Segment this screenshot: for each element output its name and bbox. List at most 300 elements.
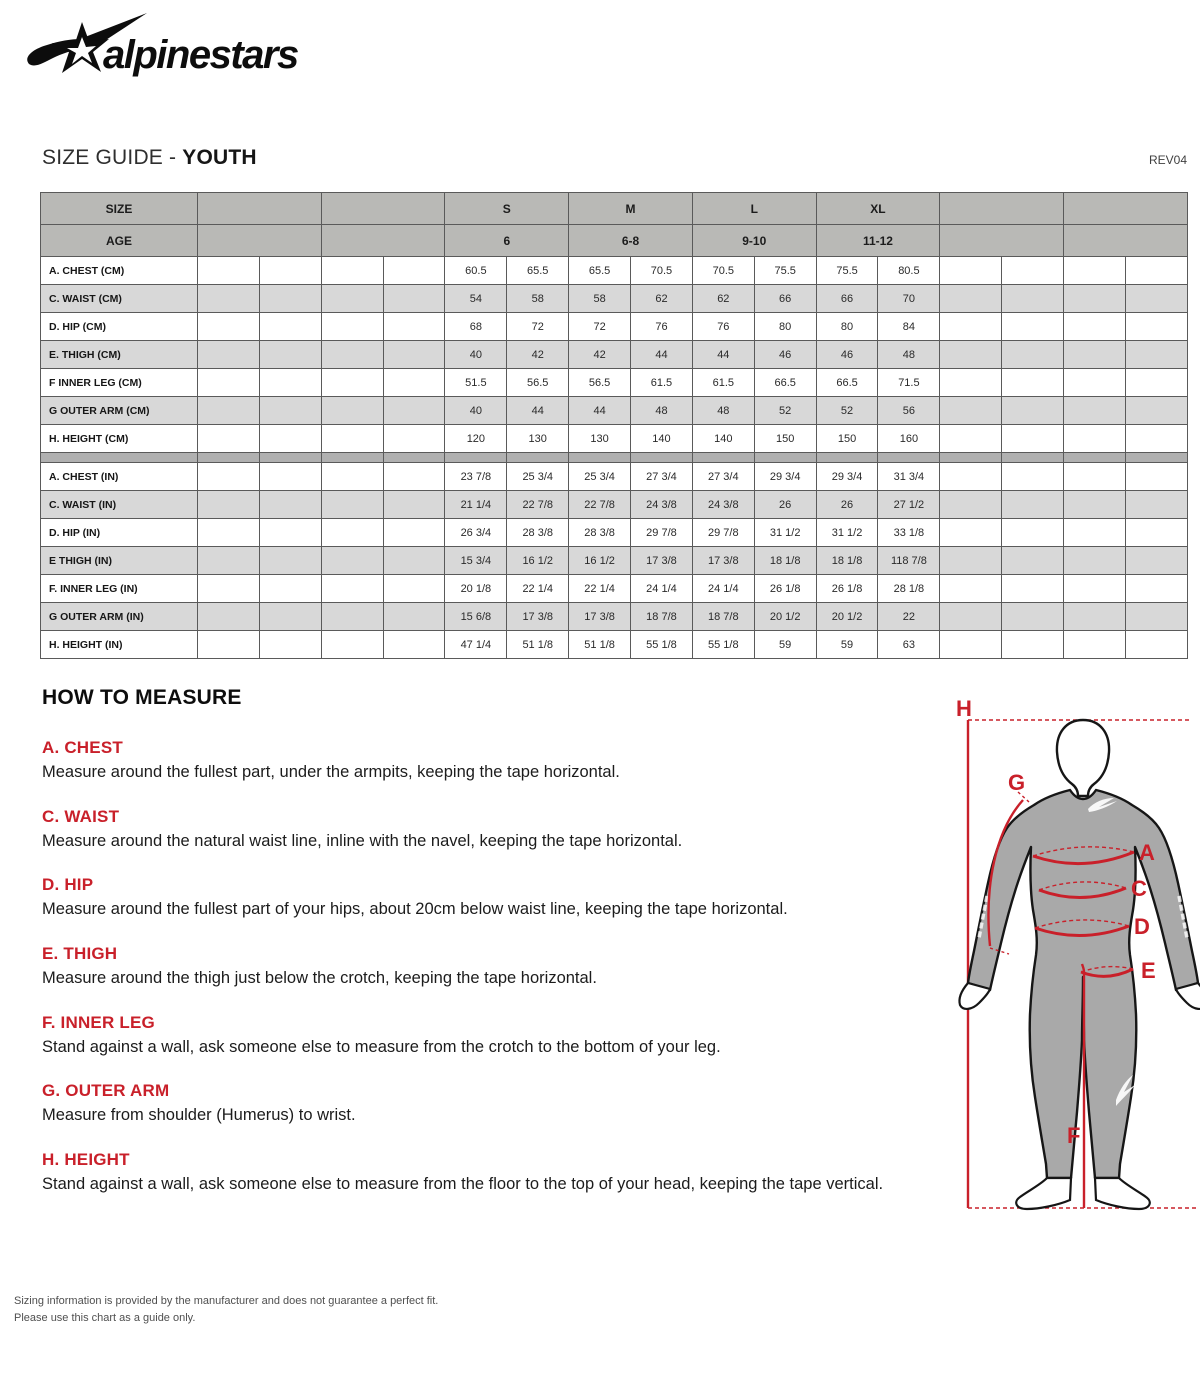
value-cell — [1064, 425, 1126, 453]
value-cell — [383, 547, 445, 575]
value-cell: 118 7/8 — [878, 547, 940, 575]
value-cell: 62 — [692, 285, 754, 313]
value-cell: 150 — [754, 425, 816, 453]
figure-label-inner-leg: F — [1067, 1123, 1081, 1148]
value-cell — [1064, 603, 1126, 631]
value-cell — [940, 547, 1002, 575]
table-row — [41, 575, 1188, 603]
value-cell — [754, 453, 816, 463]
measure-section — [42, 738, 922, 783]
value-cell — [940, 575, 1002, 603]
value-cell — [321, 463, 383, 491]
value-cell: 22 1/4 — [569, 575, 631, 603]
value-cell: 61.5 — [692, 369, 754, 397]
value-cell — [1002, 453, 1064, 463]
value-cell — [1064, 519, 1126, 547]
value-cell: 65.5 — [507, 257, 569, 285]
value-cell: 72 — [507, 313, 569, 341]
value-cell — [259, 453, 321, 463]
value-cell — [198, 369, 260, 397]
value-cell — [383, 491, 445, 519]
value-cell — [1125, 575, 1187, 603]
value-cell: 58 — [507, 285, 569, 313]
value-cell — [1064, 225, 1188, 257]
measure-section-label: F. INNER LEG — [42, 1012, 155, 1032]
how-to-measure-list — [42, 738, 922, 1194]
value-cell: 48 — [878, 341, 940, 369]
figure-label-hip: D — [1134, 914, 1150, 939]
value-cell: 48 — [692, 397, 754, 425]
row-label-cell: H. HEIGHT (IN) — [41, 631, 198, 659]
value-cell — [569, 453, 631, 463]
value-cell — [1125, 425, 1187, 453]
value-cell — [1125, 603, 1187, 631]
value-cell — [692, 453, 754, 463]
value-cell: 75.5 — [816, 257, 878, 285]
measure-section-text: Measure from shoulder (Humerus) to wrist. — [42, 1106, 356, 1125]
value-cell — [383, 397, 445, 425]
figure-right-hand — [1176, 983, 1200, 1009]
value-cell: 29 7/8 — [692, 519, 754, 547]
value-cell — [321, 285, 383, 313]
value-cell — [1125, 341, 1187, 369]
value-cell — [1064, 631, 1126, 659]
value-cell: 22 1/4 — [507, 575, 569, 603]
value-cell: 6-8 — [569, 225, 693, 257]
value-cell — [940, 397, 1002, 425]
value-cell: 42 — [569, 341, 631, 369]
disclaimer-line-2: Please use this chart as a guide only. — [14, 1312, 196, 1325]
value-cell: 42 — [507, 341, 569, 369]
table-row — [41, 285, 1188, 313]
value-cell — [1064, 341, 1126, 369]
value-cell — [198, 257, 260, 285]
value-cell — [321, 603, 383, 631]
value-cell — [259, 341, 321, 369]
value-cell — [321, 313, 383, 341]
value-cell: 18 7/8 — [631, 603, 693, 631]
value-cell: 65.5 — [569, 257, 631, 285]
table-row — [41, 341, 1188, 369]
measure-section-label: G. OUTER ARM — [42, 1081, 170, 1101]
measure-section-text: Stand against a wall, ask someone else to measure from the crotch to the bottom of your leg. — [42, 1037, 721, 1056]
value-cell: 52 — [754, 397, 816, 425]
row-label-cell: C. WAIST (CM) — [41, 285, 198, 313]
value-cell — [940, 631, 1002, 659]
value-cell — [631, 453, 693, 463]
value-cell: 28 3/8 — [569, 519, 631, 547]
value-cell — [198, 519, 260, 547]
value-cell: 31 3/4 — [878, 463, 940, 491]
value-cell: 25 3/4 — [507, 463, 569, 491]
size-table — [40, 192, 1188, 659]
value-cell — [321, 225, 445, 257]
table-row — [41, 397, 1188, 425]
value-cell: 140 — [692, 425, 754, 453]
value-cell — [1064, 313, 1126, 341]
value-cell — [198, 425, 260, 453]
value-cell: 66.5 — [816, 369, 878, 397]
table-row — [41, 547, 1188, 575]
figure-label-thigh: E — [1141, 958, 1156, 983]
figure-label-height: H — [956, 696, 972, 721]
value-cell: 70.5 — [631, 257, 693, 285]
value-cell — [383, 341, 445, 369]
measure-section-text: Stand against a wall, ask someone else to measure from the floor to the top of your head, keeping the tape vertical. — [42, 1174, 884, 1193]
value-cell — [1064, 257, 1126, 285]
value-cell — [383, 519, 445, 547]
value-cell — [1002, 425, 1064, 453]
value-cell: 44 — [569, 397, 631, 425]
value-cell — [940, 369, 1002, 397]
value-cell: 28 3/8 — [507, 519, 569, 547]
value-cell — [383, 575, 445, 603]
table-row — [41, 631, 1188, 659]
value-cell — [259, 257, 321, 285]
value-cell: S — [445, 193, 569, 225]
value-cell — [940, 193, 1064, 225]
value-cell — [321, 341, 383, 369]
value-cell — [383, 369, 445, 397]
value-cell — [321, 397, 383, 425]
value-cell: 70.5 — [692, 257, 754, 285]
value-cell — [259, 313, 321, 341]
age-header-row — [41, 225, 1188, 257]
value-cell — [1064, 193, 1188, 225]
value-cell — [1002, 491, 1064, 519]
measure-section-text: Measure around the fullest part, under the armpits, keeping the tape horizontal. — [42, 763, 620, 781]
value-cell: 130 — [507, 425, 569, 453]
value-cell — [1002, 369, 1064, 397]
value-cell — [198, 603, 260, 631]
how-to-measure-title: HOW TO MEASURE — [42, 686, 242, 709]
value-cell — [1002, 575, 1064, 603]
row-label-cell: AGE — [41, 225, 198, 257]
value-cell: 56 — [878, 397, 940, 425]
value-cell — [1125, 491, 1187, 519]
value-cell — [198, 463, 260, 491]
value-cell — [321, 425, 383, 453]
value-cell — [1002, 313, 1064, 341]
value-cell: 80 — [816, 313, 878, 341]
value-cell: 16 1/2 — [507, 547, 569, 575]
figure-left-foot — [1016, 1178, 1071, 1209]
value-cell — [198, 453, 260, 463]
value-cell: 84 — [878, 313, 940, 341]
value-cell — [259, 631, 321, 659]
value-cell: 23 7/8 — [445, 463, 507, 491]
value-cell: 26 1/8 — [754, 575, 816, 603]
value-cell — [1125, 631, 1187, 659]
value-cell: 33 1/8 — [878, 519, 940, 547]
value-cell — [198, 193, 322, 225]
value-cell: 55 1/8 — [692, 631, 754, 659]
row-label-cell: D. HIP (IN) — [41, 519, 198, 547]
value-cell: 26 — [754, 491, 816, 519]
value-cell — [321, 257, 383, 285]
row-label-cell: SIZE — [41, 193, 198, 225]
measure-section — [42, 807, 922, 852]
measure-section-label: C. WAIST — [42, 806, 120, 826]
value-cell: L — [692, 193, 816, 225]
value-cell — [1002, 519, 1064, 547]
value-cell: 26 — [816, 491, 878, 519]
value-cell: 46 — [816, 341, 878, 369]
value-cell — [940, 257, 1002, 285]
value-cell — [1064, 453, 1126, 463]
disclaimer — [14, 1293, 438, 1327]
value-cell: 71.5 — [878, 369, 940, 397]
value-cell: 6 — [445, 225, 569, 257]
value-cell — [259, 369, 321, 397]
value-cell — [1125, 285, 1187, 313]
logo-wordmark: alpinestars — [103, 33, 298, 77]
value-cell — [940, 463, 1002, 491]
value-cell: 59 — [816, 631, 878, 659]
value-cell — [1002, 603, 1064, 631]
value-cell: 26 3/4 — [445, 519, 507, 547]
value-cell — [1125, 313, 1187, 341]
value-cell: 26 1/8 — [816, 575, 878, 603]
row-label-cell: F. INNER LEG (IN) — [41, 575, 198, 603]
value-cell: 27 3/4 — [692, 463, 754, 491]
value-cell: 22 7/8 — [507, 491, 569, 519]
value-cell — [198, 313, 260, 341]
value-cell: 24 3/8 — [692, 491, 754, 519]
value-cell: 120 — [445, 425, 507, 453]
value-cell — [383, 631, 445, 659]
value-cell — [1002, 341, 1064, 369]
value-cell — [878, 453, 940, 463]
value-cell — [259, 463, 321, 491]
measure-section-label: D. HIP — [42, 875, 94, 895]
value-cell: 54 — [445, 285, 507, 313]
value-cell: 24 3/8 — [631, 491, 693, 519]
value-cell — [321, 193, 445, 225]
row-label-cell: A. CHEST (CM) — [41, 257, 198, 285]
value-cell: 61.5 — [631, 369, 693, 397]
value-cell — [1125, 369, 1187, 397]
value-cell — [507, 453, 569, 463]
value-cell: 28 1/8 — [878, 575, 940, 603]
value-cell: 25 3/4 — [569, 463, 631, 491]
value-cell: 9-10 — [692, 225, 816, 257]
value-cell — [940, 519, 1002, 547]
value-cell: 15 6/8 — [445, 603, 507, 631]
value-cell — [383, 313, 445, 341]
value-cell — [321, 453, 383, 463]
value-cell — [940, 453, 1002, 463]
row-label-cell: G OUTER ARM (CM) — [41, 397, 198, 425]
value-cell: 22 — [878, 603, 940, 631]
measure-section — [42, 1150, 922, 1195]
value-cell — [1002, 285, 1064, 313]
value-cell: 72 — [569, 313, 631, 341]
value-cell: 80.5 — [878, 257, 940, 285]
value-cell — [940, 491, 1002, 519]
value-cell — [1002, 463, 1064, 491]
value-cell — [383, 425, 445, 453]
value-cell: 66 — [754, 285, 816, 313]
value-cell: 31 1/2 — [816, 519, 878, 547]
table-row — [41, 313, 1188, 341]
value-cell: 52 — [816, 397, 878, 425]
value-cell: 40 — [445, 341, 507, 369]
value-cell — [321, 369, 383, 397]
value-cell: 70 — [878, 285, 940, 313]
measurement-figure — [930, 680, 1200, 1240]
value-cell — [259, 603, 321, 631]
value-cell — [321, 519, 383, 547]
table-row — [41, 491, 1188, 519]
value-cell — [259, 519, 321, 547]
measure-section-text: Measure around the fullest part of your hips, about 20cm below waist line, keeping the tape horizontal. — [42, 900, 788, 919]
value-cell: 66.5 — [754, 369, 816, 397]
value-cell: 17 3/8 — [569, 603, 631, 631]
value-cell — [1064, 369, 1126, 397]
value-cell: 76 — [631, 313, 693, 341]
measure-section-label: H. HEIGHT — [42, 1149, 130, 1169]
value-cell: 29 3/4 — [754, 463, 816, 491]
value-cell — [198, 491, 260, 519]
value-cell — [1002, 257, 1064, 285]
value-cell — [383, 603, 445, 631]
value-cell: 17 3/8 — [692, 547, 754, 575]
value-cell: 56.5 — [569, 369, 631, 397]
measure-section-text: Measure around the natural waist line, inline with the navel, keeping the tape horizontal. — [42, 831, 683, 850]
value-cell: 24 1/4 — [692, 575, 754, 603]
value-cell: 11-12 — [816, 225, 940, 257]
value-cell — [1125, 519, 1187, 547]
value-cell — [259, 491, 321, 519]
value-cell — [940, 285, 1002, 313]
value-cell — [1064, 397, 1126, 425]
value-cell — [940, 313, 1002, 341]
value-cell — [1125, 463, 1187, 491]
value-cell — [321, 491, 383, 519]
table-row — [41, 257, 1188, 285]
value-cell — [198, 631, 260, 659]
row-label-cell: E THIGH (IN) — [41, 547, 198, 575]
value-cell: 29 7/8 — [631, 519, 693, 547]
value-cell — [321, 575, 383, 603]
value-cell — [321, 631, 383, 659]
value-cell — [1064, 285, 1126, 313]
value-cell: 21 1/4 — [445, 491, 507, 519]
value-cell — [940, 425, 1002, 453]
value-cell: 48 — [631, 397, 693, 425]
value-cell — [1002, 397, 1064, 425]
table-row — [41, 463, 1188, 491]
value-cell: 18 1/8 — [816, 547, 878, 575]
page-title — [42, 146, 257, 170]
value-cell: 46 — [754, 341, 816, 369]
value-cell — [198, 397, 260, 425]
value-cell — [198, 225, 322, 257]
page-title-bold: YOUTH — [182, 146, 257, 169]
figure-head — [1057, 720, 1109, 796]
row-label-cell: C. WAIST (IN) — [41, 491, 198, 519]
measure-section-label: E. THIGH — [42, 943, 118, 963]
table-row — [41, 425, 1188, 453]
value-cell — [383, 453, 445, 463]
value-cell — [383, 463, 445, 491]
value-cell: 63 — [878, 631, 940, 659]
value-cell — [1125, 397, 1187, 425]
value-cell — [1064, 575, 1126, 603]
measure-section — [42, 875, 922, 920]
value-cell: 27 1/2 — [878, 491, 940, 519]
figure-label-waist: C — [1131, 876, 1147, 901]
value-cell: 51.5 — [445, 369, 507, 397]
value-cell — [198, 285, 260, 313]
value-cell — [1002, 631, 1064, 659]
value-cell — [259, 425, 321, 453]
value-cell — [445, 453, 507, 463]
value-cell: 20 1/2 — [754, 603, 816, 631]
value-cell — [816, 453, 878, 463]
revision-label: REV04 — [1148, 153, 1187, 167]
page-title-prefix: SIZE GUIDE - — [42, 146, 183, 169]
value-cell: 44 — [692, 341, 754, 369]
value-cell — [1064, 491, 1126, 519]
measure-section-label: A. CHEST — [42, 738, 123, 757]
value-cell — [383, 257, 445, 285]
value-cell: 130 — [569, 425, 631, 453]
value-cell: 47 1/4 — [445, 631, 507, 659]
value-cell — [198, 575, 260, 603]
value-cell — [1125, 453, 1187, 463]
value-cell: 51 1/8 — [569, 631, 631, 659]
value-cell: 16 1/2 — [569, 547, 631, 575]
value-cell — [198, 341, 260, 369]
value-cell: 66 — [816, 285, 878, 313]
value-cell: 15 3/4 — [445, 547, 507, 575]
value-cell: 24 1/4 — [631, 575, 693, 603]
row-label-cell: A. CHEST (IN) — [41, 463, 198, 491]
value-cell — [940, 341, 1002, 369]
table-row — [41, 519, 1188, 547]
value-cell: 51 1/8 — [507, 631, 569, 659]
value-cell: 18 7/8 — [692, 603, 754, 631]
measure-section-text: Measure around the thigh just below the crotch, keeping the tape horizontal. — [42, 968, 597, 987]
value-cell: 68 — [445, 313, 507, 341]
value-cell: 60.5 — [445, 257, 507, 285]
value-cell: 150 — [816, 425, 878, 453]
disclaimer-line-1: Sizing information is provided by the manufacturer and does not guarantee a perfect fit. — [14, 1295, 439, 1307]
value-cell: 56.5 — [507, 369, 569, 397]
figure-left-hand — [959, 983, 990, 1009]
measure-section — [42, 944, 922, 989]
value-cell — [1002, 547, 1064, 575]
value-cell: 18 1/8 — [754, 547, 816, 575]
value-cell: 44 — [631, 341, 693, 369]
value-cell — [259, 547, 321, 575]
alpinestars-logo — [25, 6, 315, 86]
value-cell: 76 — [692, 313, 754, 341]
value-cell: 75.5 — [754, 257, 816, 285]
row-label-cell: E. THIGH (CM) — [41, 341, 198, 369]
value-cell — [321, 547, 383, 575]
value-cell — [259, 285, 321, 313]
measure-section — [42, 1013, 922, 1058]
value-cell — [198, 547, 260, 575]
value-cell — [259, 575, 321, 603]
row-label-cell: H. HEIGHT (CM) — [41, 425, 198, 453]
value-cell — [1125, 257, 1187, 285]
value-cell: M — [569, 193, 693, 225]
value-cell: 160 — [878, 425, 940, 453]
